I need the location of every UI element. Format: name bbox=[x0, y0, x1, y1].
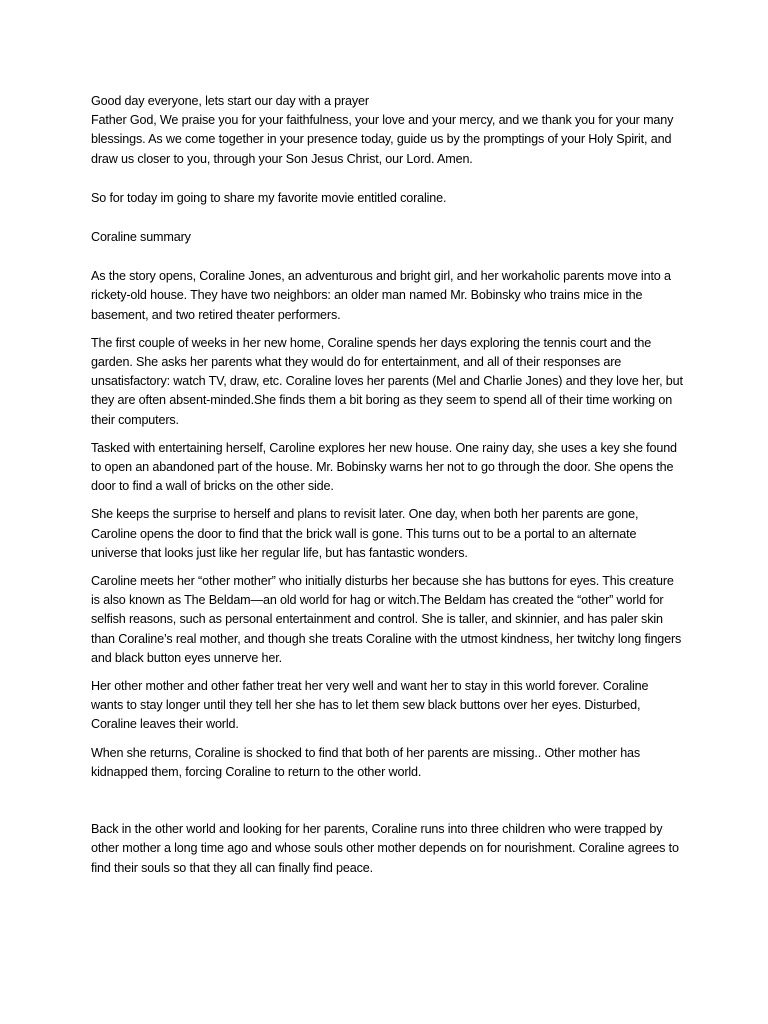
summary-paragraph: The first couple of weeks in her new home, Coraline spends her days exploring the tennis court and the garden. She asks her parents what they would do for entertainment, and all of their responses are unsatisfactory: watch TV, draw, etc. Coraline loves her parents (Mel and Charlie Jones) and they love her, but they are often absent-minded.She finds them a bit boring as they seem to spend all of their time working on their computers. bbox=[91, 335, 683, 427]
summary-paragraph: She keeps the surprise to herself and plans to revisit later. One day, when both her parents are gone, Caroline opens the door to find that the brick wall is gone. This turns out to be a portal to an alternate universe that looks just like her regular life, but has fantastic wonders. bbox=[91, 507, 639, 560]
summary-paragraph: As the story opens, Coraline Jones, an adventurous and bright girl, and her workaholic parents move into a rickety-old house. They have two neighbors: an older man named Mr. Bobinsky who trains mice in the basement, and two retired theater performers. bbox=[91, 269, 671, 322]
document-body bbox=[91, 92, 683, 878]
summary-paragraph: When she returns, Coraline is shocked to find that both of her parents are missing.. Other mother has kidnapped them, forcing Coraline to return to the other world. bbox=[91, 745, 641, 779]
summary-paragraph: Back in the other world and looking for her parents, Coraline runs into three children who were trapped by other mother a long time ago and whose souls other mother depends on for nourishment. Coraline agrees to find their souls so that they all can finally find peace. bbox=[91, 822, 679, 875]
summary-paragraph: Tasked with entertaining herself, Caroline explores her new house. One rainy day, she uses a key she found to open an abandoned part of the house. Mr. Bobinsky warns her not to go through the door. She opens the door to find a wall of bricks on the other side. bbox=[91, 440, 677, 494]
prayer-paragraph: Father God, We praise you for your faithfulness, your love and your mercy, and we thank you for your many blessings. As we come together in your presence today, guide us by the promptings of your Holy Spirit, and draw us closer to you, through your Son Jesus Christ, our Lord. Amen. bbox=[91, 113, 674, 166]
summary-paragraph: Caroline meets her “other mother” who initially disturbs her because she has buttons for eyes. This creature is also known as The Beldam—an old world for hag or witch.The Beldam has created the “other” world for selfish reasons, such as personal entertainment and control. She is taller, and skinnier, and has paler skin than Coraline’s real mother, and though she treats Coraline with the utmost kindness, her twitchy long fingers and black button eyes unnerve her. bbox=[91, 574, 682, 665]
greeting-line: Good day everyone, lets start our day with a prayer bbox=[91, 94, 369, 108]
section-heading: Coraline summary bbox=[91, 230, 191, 245]
intro-paragraph: So for today im going to share my favorite movie entitled coraline. bbox=[91, 190, 447, 205]
summary-paragraph: Her other mother and other father treat her very well and want her to stay in this world forever. Coraline wants to stay longer until they tell her she has to let them sew black buttons over her eyes. Disturbed, Coraline leaves their world. bbox=[91, 679, 649, 732]
